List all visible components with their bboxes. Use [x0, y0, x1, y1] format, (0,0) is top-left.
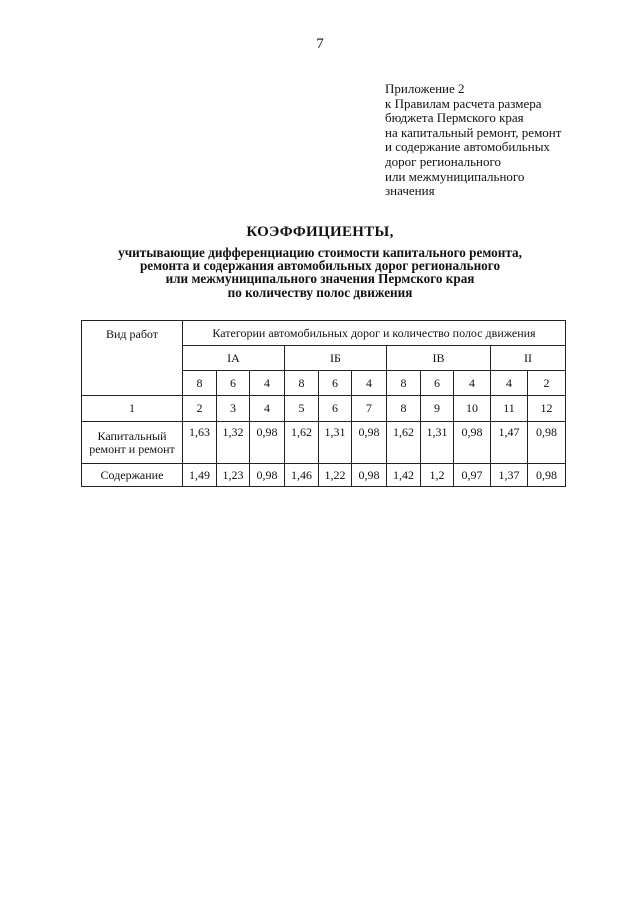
- lane-count: 8: [183, 371, 217, 396]
- appendix-line: Приложение 2: [385, 81, 465, 96]
- subtitle-line: по количеству полос движения: [227, 284, 413, 300]
- column-number: 6: [319, 396, 352, 422]
- coefficient-cell: 1,31: [319, 422, 352, 464]
- table-row: [82, 422, 566, 464]
- row-label-line: ремонт и ремонт: [89, 441, 175, 456]
- coefficient-cell: 1,23: [217, 464, 250, 487]
- lane-count: 8: [285, 371, 319, 396]
- table-row: [82, 464, 566, 487]
- row-label: [82, 422, 183, 464]
- column-number: 1: [82, 396, 183, 422]
- coefficient-cell: 1,32: [217, 422, 250, 464]
- categories-header: Категории автомобильных дорог и количество полос движения: [183, 321, 566, 346]
- lane-count: 4: [352, 371, 387, 396]
- lane-count: 4: [454, 371, 491, 396]
- column-number: 11: [491, 396, 528, 422]
- coefficients-table: [81, 320, 566, 487]
- lane-count: 6: [217, 371, 250, 396]
- subtitle-line: учитывающие дифференциацию стоимости капитального ремонта,: [118, 245, 522, 260]
- coefficient-cell: 1,2: [421, 464, 454, 487]
- category-header: IБ: [285, 346, 387, 371]
- coefficient-cell: 1,37: [491, 464, 528, 487]
- coefficient-cell: 1,22: [319, 464, 352, 487]
- coefficient-cell: 0,98: [250, 422, 285, 464]
- coefficient-cell: 0,98: [352, 464, 387, 487]
- row-label: [82, 464, 183, 487]
- row-label-line: Капитальный: [97, 428, 167, 443]
- appendix-note: [385, 82, 625, 199]
- coefficient-cell: 1,62: [387, 422, 421, 464]
- lane-count: 4: [491, 371, 528, 396]
- category-header: IА: [183, 346, 285, 371]
- lane-count: 2: [528, 371, 566, 396]
- column-number: 12: [528, 396, 566, 422]
- column-number: 10: [454, 396, 491, 422]
- appendix-line: или межмуниципального: [385, 168, 525, 184]
- document-subtitle: [0, 246, 640, 299]
- column-number: 4: [250, 396, 285, 422]
- coefficient-cell: 1,42: [387, 464, 421, 487]
- coefficient-cell: 0,98: [528, 422, 566, 464]
- column-number: 2: [183, 396, 217, 422]
- column-number: 8: [387, 396, 421, 422]
- coefficient-cell: 1,46: [285, 464, 319, 487]
- appendix-line: бюджета Пермского края: [385, 110, 524, 126]
- coefficient-cell: 0,98: [528, 464, 566, 487]
- column-number: 5: [285, 396, 319, 422]
- subtitle-line: или межмуниципального значения Пермского края: [165, 271, 475, 287]
- column-number: 3: [217, 396, 250, 422]
- row-label-line: Содержание: [100, 467, 164, 482]
- lane-count: 6: [421, 371, 454, 396]
- page-number: 7: [316, 36, 324, 52]
- coefficient-cell: 1,49: [183, 464, 217, 487]
- column-number: 7: [352, 396, 387, 422]
- appendix-line: значения: [385, 183, 435, 199]
- coefficient-cell: 0,98: [250, 464, 285, 487]
- category-header: IВ: [387, 346, 491, 371]
- coefficient-cell: 1,62: [285, 422, 319, 464]
- coefficient-cell: 1,31: [421, 422, 454, 464]
- coefficient-cell: 0,98: [454, 422, 491, 464]
- work-type-header: Вид работ: [82, 321, 183, 396]
- appendix-line: и содержание автомобильных: [385, 139, 550, 155]
- lane-count: 4: [250, 371, 285, 396]
- coefficient-cell: 0,98: [352, 422, 387, 464]
- appendix-line: на капитальный ремонт, ремонт: [385, 124, 562, 140]
- lane-count: 8: [387, 371, 421, 396]
- column-number: 9: [421, 396, 454, 422]
- lane-count: 6: [319, 371, 352, 396]
- category-header: II: [491, 346, 566, 371]
- appendix-line: к Правилам расчета размера: [385, 95, 542, 111]
- coefficient-cell: 0,97: [454, 464, 491, 487]
- document-title: КОЭФФИЦИЕНТЫ,: [246, 224, 394, 240]
- coefficient-cell: 1,47: [491, 422, 528, 464]
- coefficient-cell: 1,63: [183, 422, 217, 464]
- appendix-line: дорог регионального: [385, 153, 501, 169]
- subtitle-line: ремонта и содержания автомобильных дорог регионального: [139, 258, 501, 274]
